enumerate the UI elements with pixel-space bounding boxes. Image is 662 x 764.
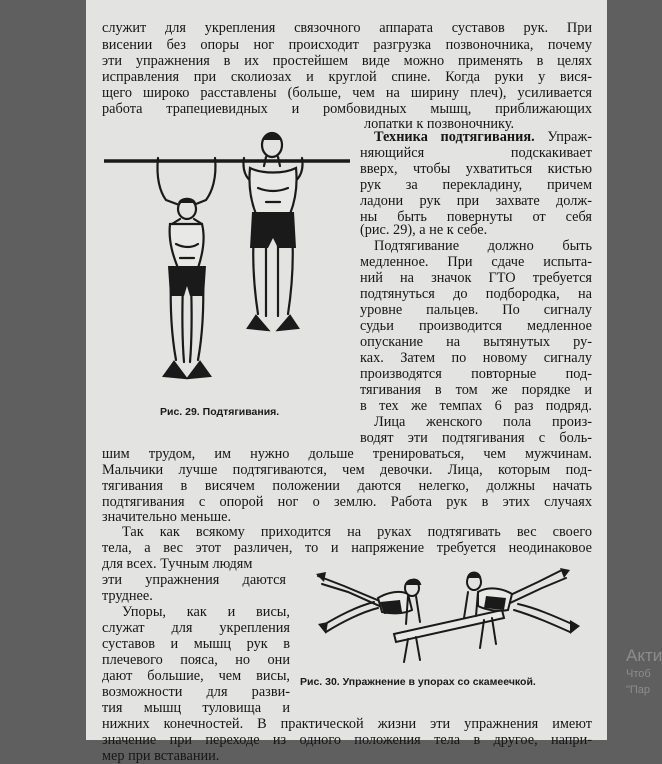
viewer-margin xyxy=(607,0,661,740)
watermark-line: "Пар xyxy=(626,684,651,696)
technique-heading: Техника подтягивания. xyxy=(374,129,535,145)
text-line: эти упражнения в их простейшем виде можно применять в целях xyxy=(102,53,592,69)
watermark-title: Акти xyxy=(626,646,662,665)
text-line: ны быть повернуты от себя xyxy=(360,209,592,225)
text-line: шим трудом, им нужно дольше тренироваться, чем мужчинам. xyxy=(102,446,592,462)
text-line: рук за перекладину, причем xyxy=(360,177,592,193)
text-line: эти упражнения даются xyxy=(102,572,286,588)
text-line: возможности для разви- xyxy=(102,684,290,700)
text-line: щего широко расставлены (больше, чем на ширину плеч), усиливается xyxy=(102,85,592,101)
text-line: Упоры, как и висы, xyxy=(122,604,290,620)
text-line: подтягивания с опорой ног о землю. Работа рук в этих случаях xyxy=(102,494,592,510)
text-fragment: подскакивает xyxy=(510,145,592,161)
text-line: служат для укрепления xyxy=(102,620,290,636)
figure-29-caption: Рис. 29. Подтягивания. xyxy=(160,406,280,418)
text-line: Лица женского пола произ- xyxy=(374,414,592,430)
text-line: для всех. Тучным людям xyxy=(102,556,253,572)
text-line: уровне пальцев. По сигналу xyxy=(360,302,592,318)
text-line: в тех же темпах 6 раз подряд. xyxy=(360,398,592,414)
figure-30-caption: Рис. 30. Упражнение в упорах со скамеечкой. xyxy=(300,676,536,688)
text-line: лопатки к позвоночнику. xyxy=(364,116,515,132)
activation-watermark xyxy=(626,646,661,698)
text-line: работа трапециевидных и ромбовидных мышц, приближающих xyxy=(102,101,592,117)
text-line: значительно меньше. xyxy=(102,509,232,525)
technique-lead: Упраж- xyxy=(547,129,592,145)
text-line: ках. Затем по новому сигналу xyxy=(360,350,592,366)
text-line: дают большие, чем висы, xyxy=(102,668,290,684)
text-line: подтянуться до подбородка, на xyxy=(360,286,592,302)
text-line: тия мышц туловища и xyxy=(102,700,290,716)
text-line: медленное. При сдаче испыта- xyxy=(360,254,592,270)
text-line: опускание на вытянутых ру- xyxy=(360,334,592,350)
text-line: Так как всякому приходится на руках подтягивать вес своего xyxy=(122,524,592,540)
text-line: труднее. xyxy=(102,588,153,604)
text-line: тягивания в том же порядке и xyxy=(360,382,592,398)
text-line: ний на значок ГТО требуется xyxy=(360,270,592,286)
technique-line2: няющийся xyxy=(360,145,425,161)
text-line: тела, а вес этот различен, то и напряжение требуется неодинаковое xyxy=(102,540,592,556)
book-page xyxy=(86,0,607,764)
figure-30-bench-supports xyxy=(308,562,598,672)
text-line: водят эти подтягивания с боль- xyxy=(360,430,592,446)
text-line: нижних конечностей. В практической жизни эти упражнения имеют xyxy=(102,716,592,732)
technique-heading-line xyxy=(374,129,592,145)
text-line xyxy=(360,145,592,161)
text-line: мер при вставании. xyxy=(102,748,220,764)
text-line: исправления при сколиозах и круглой спине. Когда руки у вися- xyxy=(102,69,592,85)
text-line: производятся повторные под- xyxy=(360,366,592,382)
text-line: вверх, чтобы ухватиться кистью xyxy=(360,161,592,177)
text-line: висении без опоры ног происходит разгрузка позвоночника, почему xyxy=(102,37,592,53)
text-line: значение при переходе из одного положения тела в другое, напри- xyxy=(102,732,592,748)
text-line: судьи производится медленное xyxy=(360,318,592,334)
text-line: плечевого пояса, но они xyxy=(102,652,290,668)
watermark-line: Чтоб xyxy=(626,668,651,680)
text-line: тягивания в висячем положении даются нелегко, должны начать xyxy=(102,478,592,494)
text-line: ладони рук при захвате долж- xyxy=(360,193,592,209)
text-line: (рис. 29), а не к себе. xyxy=(360,222,488,238)
text-line: Подтягивание должно быть xyxy=(374,238,592,254)
text-line: служит для укрепления связочного аппарата суставов рук. При xyxy=(102,20,592,36)
figure-29-pullups xyxy=(98,148,358,402)
text-line: Мальчики лучше подтягиваются, чем девочки. Лица, которым под- xyxy=(102,462,592,478)
text-line: суставов и мышц рук в xyxy=(102,636,290,652)
